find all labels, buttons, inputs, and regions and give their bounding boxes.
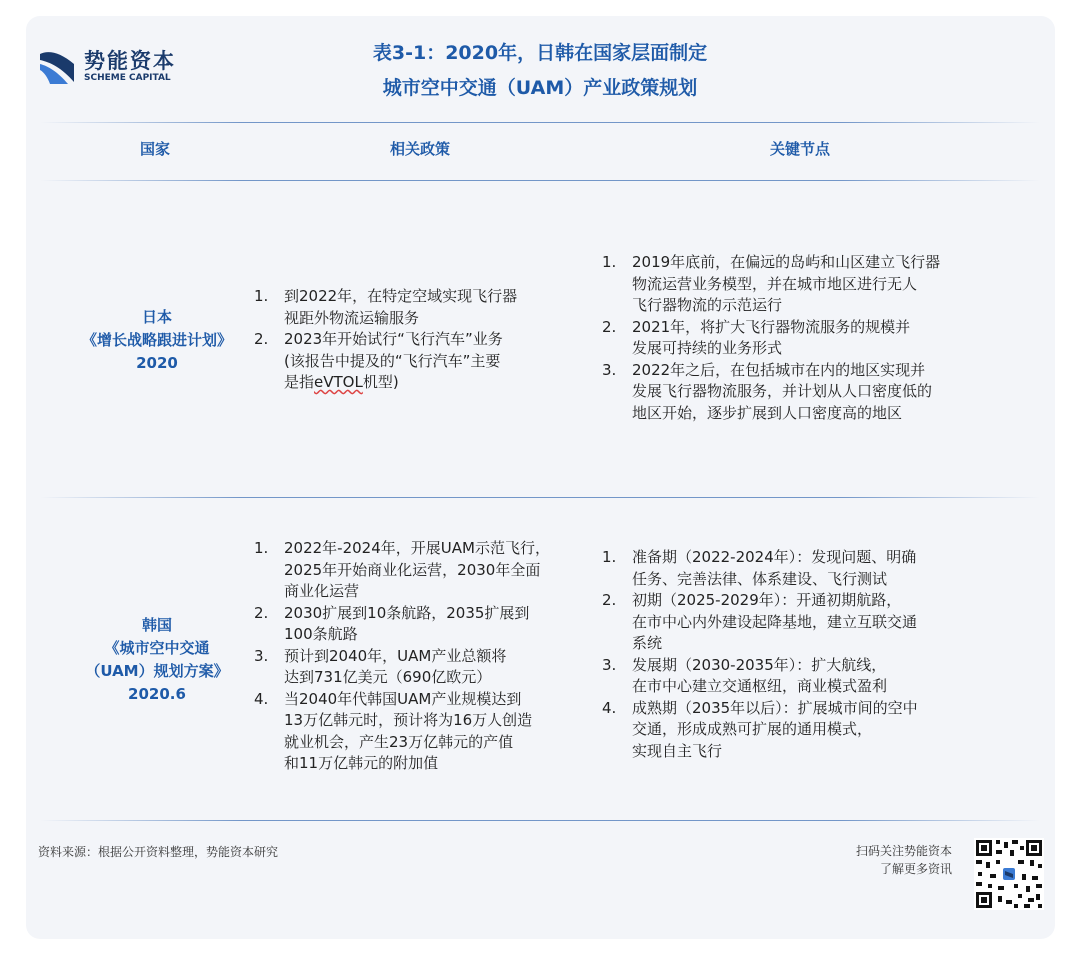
- list-item: 2. 初期（2025-2029年）：开通初期航路， 在市中心内外建设起降基地，建立互联交通 系统: [602, 591, 918, 652]
- policy-year: 2020.6: [128, 685, 186, 703]
- divider-row: [40, 497, 1040, 498]
- list-item: 1. 2022年-2024年，开展UAM示范飞行， 2025年开始商业化运营，2030年全面 商业化运营: [254, 539, 550, 600]
- qr-code-icon[interactable]: [974, 838, 1044, 910]
- spellcheck-underline: eVTOL: [314, 373, 363, 391]
- list-item: 4. 成熟期（2035年以后）：扩展城市间的空中 交通，形成成熟可扩展的通用模式， 实现自主飞行: [602, 698, 918, 760]
- policy-document-name-cont: （UAM）规划方案》: [85, 662, 229, 680]
- list-item: 4. 当2040年代韩国UAM产业规模达到 13万亿韩元时，预计将为16万人创造 就业机会，产生23万亿韩元的产值 和11万亿韩元的附加值: [254, 689, 533, 772]
- list-item: 2. 2023年开始试行“飞行汽车”业务 (该报告中提及的“飞行汽车”主要 是指eVTOL机型): [254, 330, 503, 391]
- list-item: 1. 到2022年，在特定空域实现飞行器 视距外物流运输服务: [254, 287, 518, 327]
- brand-logo: [38, 48, 176, 86]
- country-name: 韩国: [141, 616, 172, 634]
- brand-name-cn: 势能资本: [84, 49, 176, 73]
- korea-milestone-list: [602, 547, 1022, 762]
- policy-document-name: 《城市空中交通: [104, 639, 210, 657]
- scheme-capital-logo-icon: [38, 48, 76, 86]
- japan-milestone-list: [602, 252, 1022, 424]
- column-header-milestones: 关键节点: [769, 140, 830, 158]
- divider-bottom: [40, 820, 1040, 821]
- list-item: 3. 发展期（2030-2035年）：扩大航线， 在市中心建立交通枢纽，商业模式盈利: [602, 655, 888, 695]
- policy-year: 2020: [136, 354, 178, 372]
- list-item: 1. 2019年底前，在偏远的岛屿和山区建立飞行器 物流运营业务模型，并在城市地区进行无人 飞行器物流的示范运行: [602, 253, 941, 314]
- column-header-policy: 相关政策: [389, 140, 450, 158]
- divider-header: [40, 180, 1040, 181]
- list-item: 3. 预计到2040年，UAM产业总额将 达到731亿美元（690亿欧元）: [254, 646, 507, 686]
- country-korea: [62, 614, 252, 706]
- list-item: 2. 2021年，将扩大飞行器物流服务的规模并 发展可持续的业务形式: [602, 317, 911, 357]
- country-japan: [62, 306, 252, 375]
- japan-policy-list: [254, 286, 574, 394]
- page-title-line2: 城市空中交通（UAM）产业政策规划: [382, 77, 698, 99]
- page-title-line1: 表3-1：2020年，日韩在国家层面制定: [372, 42, 708, 64]
- column-header-country: 国家: [139, 140, 170, 158]
- korea-policy-list: [254, 538, 584, 775]
- country-name: 日本: [141, 308, 172, 326]
- list-item: 3. 2022年之后，在包括城市在内的地区实现并 发展飞行器物流服务，并计划从人口密度低的 地区开始，逐步扩展到人口密度高的地区: [602, 360, 933, 422]
- brand-name-en: SCHEME CAPITAL: [84, 73, 171, 83]
- divider-top: [40, 122, 1040, 123]
- list-item: 1. 准备期（2022-2024年）：发现问题、明确 任务、完善法律、体系建设、飞行测试: [602, 548, 917, 588]
- qr-caption: 扫码关注势能资本 了解更多资讯: [855, 844, 952, 876]
- source-note: 资料来源：根据公开资料整理，势能资本研究: [38, 845, 279, 859]
- list-item: 2. 2030扩展到10条航路，2035扩展到 100条航路: [254, 603, 530, 643]
- policy-document-name: 《增长战略跟进计划》: [81, 331, 232, 349]
